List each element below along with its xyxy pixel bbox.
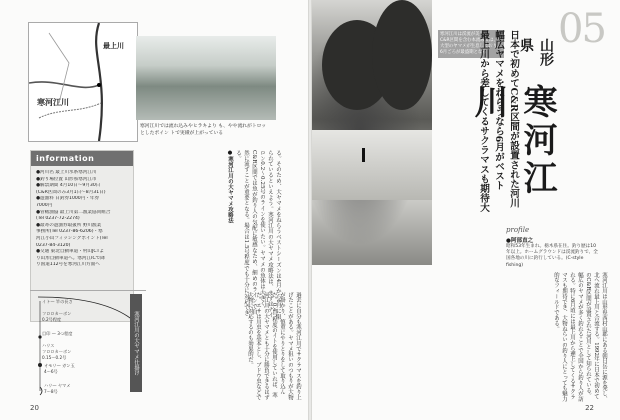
area-map	[28, 22, 138, 142]
info-line: ●管轄漁協 最上川第二漁業協同組合	[36, 209, 111, 215]
left-article-text: る。そのため、大ヤマメをねらうベストシーズンは4月から6月に限られているといえよう。寒河江川の大ヤマメ攻略法は、まずはナイロン0.2〜0.25号のラインを使いたい。ヤマメの魚体は大きく、C&R区間では魚が釣り人の気配に敏感なため、細めのラインで自然に流すことが重要となる。場合は1.5号程度でも十分に対応できる。	[235, 150, 281, 320]
photo-caption-main: 寒河江川は渓流が美しい。C&R区間を含む本流域では、大型のヤマメが生息しており、6月ごろが最盛期となる	[438, 30, 504, 58]
section-heading: ●寒河江川の大ヤマメ攻略法	[227, 150, 233, 224]
river-name-title: 寒河江川	[468, 84, 557, 198]
info-line: ●最寄の遊漁券取扱所 野川漁業	[36, 222, 102, 228]
map-label-sakaegawa: 寒河江川	[37, 98, 69, 107]
prefecture-name: 山形県	[518, 38, 554, 66]
rig-label: ハリ— ヤマメ	[44, 383, 71, 388]
rig-diagram	[30, 290, 146, 399]
page-number-left: 20	[30, 404, 39, 412]
rig-label: ハリス	[42, 343, 55, 348]
info-line: り国道112号を寒河江川方面へ	[36, 262, 100, 268]
info-line: ●解禁期間 4月10日〜9月30日	[36, 183, 101, 189]
river-photo-main	[312, 0, 432, 265]
photo-caption-small: 寒河江川では流れ込みやヒラキより も、やや流れがトロッとしたポイン トで実績が上がっている	[140, 124, 267, 136]
info-line: 河江小山フィッシングポイント(Tel	[36, 235, 108, 241]
profile-title: profile	[506, 226, 530, 234]
headline	[476, 30, 521, 230]
headline-line: 日本で初めてC&R区間が設置された河川	[508, 30, 519, 208]
river-photo-small	[136, 36, 276, 120]
rig-label: オモリ— ガン玉	[44, 363, 75, 368]
right-article-body: 寒河江川は山形県西村山郡にある朝日岳に源を発し、北へ流れ最上川と合流する。1992年に日本で初めてのC&R区間が設置された河川として知られている。幅広のヤマメが多く釣れることで全国から釣り人が訪れる。特に6月頃には最上川から遡上してくるサクラマスも期待でき、大物ねらいの釣り人にとっても魅力的なフィールドである。	[553, 272, 607, 402]
info-line: 7000円	[36, 202, 53, 208]
page-number-right: 22	[585, 404, 594, 412]
info-line: (Tel 0237-72-2274)	[36, 216, 80, 222]
rig-label: フロロカーボン	[42, 311, 72, 316]
right-page	[312, 0, 620, 420]
info-line: (C&R区間のみ3月1日〜8月31日)	[36, 189, 106, 195]
rig-badge: 寒河江川の大ヤマメ仕掛け	[130, 294, 142, 392]
map-label-mogamigawa: 最上川	[103, 42, 124, 50]
left-page	[0, 0, 308, 420]
info-line: 0237-84-3120)	[36, 242, 71, 248]
profile-name: ●阿部直之	[506, 238, 534, 244]
rig-label: 0.15〜0.2号	[42, 355, 67, 360]
headline-line: 幅広ヤマメをねらうなら6月がベスト	[493, 30, 504, 191]
info-line: ●遊漁料 日釣券1000円・年券	[36, 196, 100, 202]
info-line: り山形自動車道へ。寒河江ICで降	[36, 255, 105, 261]
rig-label: 4〜6号	[44, 369, 58, 374]
rig-label: 0.2号程度	[42, 317, 62, 322]
angler-figure	[362, 148, 365, 162]
section-number: 05	[558, 6, 605, 52]
information-body	[31, 166, 133, 273]
rig-label: 目印 — 3つ程度	[42, 331, 73, 336]
rig-label: フロロカーボン	[42, 349, 72, 354]
rig-label: イト— 竿の長さ	[42, 299, 73, 304]
rig-label: 7〜8号	[44, 389, 58, 394]
info-line: ●釣り場位置 山形県寒河江市	[36, 176, 97, 182]
info-line: ●交通 東北自動車道・村山JCTよ	[36, 249, 104, 255]
river-water	[312, 130, 432, 200]
left-lower-body: 過去に自分も寒河江川でサクラマスを釣り上げたことがある。ヤマメ狙いのつもりが大物が掛かり、慎重にやりとりをして取り込んだ。0.4号程度のイトを使用していれば、寒河江川の大ヤマメとも十分に勝負できるはずだ。エサは川虫を基本とし、ブドウ虫などで大物に対応するのも効果的だ。	[247, 292, 301, 400]
headline-line: 最上川から差してくるサクラマスも期待大	[478, 30, 489, 213]
information-title: information	[31, 151, 133, 166]
profile-body: 昭和53年生まれ。栃木県在住。釣り歴は10年以上。ホームグラウンドは渓流釣りで、全国各地の川に釣行している。(C-style fishing)	[506, 244, 598, 268]
info-line: 事務所(Tel 0237-86-6206)・寒	[36, 229, 103, 235]
info-line: ●河川名 最上川水系寒河江川	[36, 170, 97, 175]
tree-silhouette	[372, 0, 432, 110]
